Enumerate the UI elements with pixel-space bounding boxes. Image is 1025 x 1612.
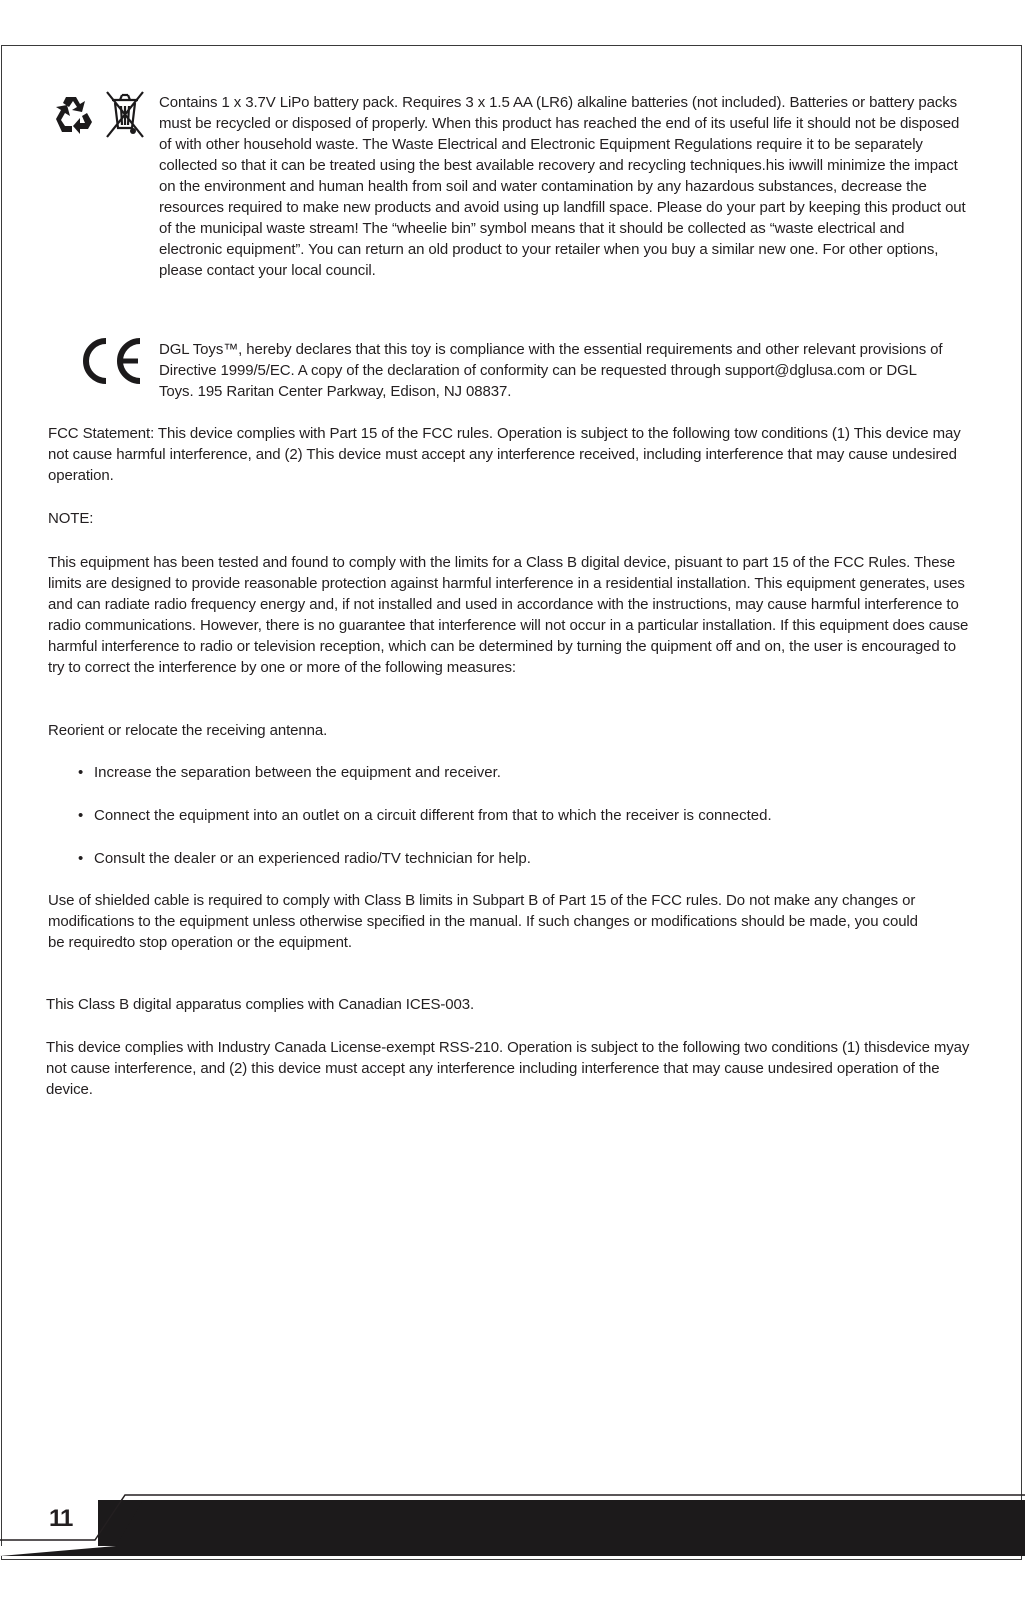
shielded-cable-paragraph: Use of shielded cable is required to comply with Class B limits in Subpart B of Part 15 of the FCC rules. Do not make any changes or modifications to the equipment unless otherwise specified in the manual. If such changes or modifications should be made, you could be requiredto stop operation or the equipment.: [48, 892, 918, 951]
ce-declaration-paragraph: DGL Toys™, hereby declares that this toy is compliance with the essential requirements and other relevant provisions of Directive 1999/5/EC. A copy of the declaration of conformity can be requested through support@dglusa.com or DGL Toys. 195 Raritan Center Parkway, Edison, NJ 08837.: [159, 341, 943, 400]
page-number: 11: [49, 1505, 73, 1532]
bullet-icon: •: [78, 807, 84, 824]
recycle-icon: [52, 93, 96, 137]
bullet-icon: •: [78, 764, 84, 781]
bullet-icon: •: [78, 850, 84, 867]
equipment-paragraph: This equipment has been tested and found to comply with the limits for a Class B digital device, pisuant to part 15 of the FCC Rules. These limits are designed to provide reasonable protection against harmful interference in a residential installation. This equipment generates, uses and can radiate radio frequency energy and, if not installed and used in accordance with the instructions, may cause harmful interference to radio communications. However, there is no guarantee that interference will not occur in a particular installation. If this equipment does cause harmful interference to radio or television reception, which can be determined by turning the quipment off and on, the user is encouraged to try to correct the interference by one or more of the following measures:: [48, 554, 969, 676]
note-heading: NOTE:: [48, 510, 94, 527]
list-item-text: Connect the equipment into an outlet on a circuit different from that to which the receiver is connected.: [94, 807, 772, 824]
list-item-text: Increase the separation between the equipment and receiver.: [94, 764, 501, 781]
footer-rule: [0, 1490, 1025, 1560]
ce-mark-icon: [76, 333, 148, 389]
crossed-wheelie-bin-icon: [104, 88, 146, 142]
list-item: [78, 848, 531, 869]
reorient-line: Reorient or relocate the receiving antenna.: [48, 722, 328, 739]
list-item: [78, 762, 501, 783]
fcc-statement: FCC Statement: This device complies with Part 15 of the FCC rules. Operation is subject to the following tow conditions (1) This device may not cause harmful interference, and (2) This device must accept any interference received, including interference that may cause undesired operation.: [48, 425, 961, 484]
list-item: [78, 805, 772, 826]
weee-paragraph: Contains 1 x 3.7V LiPo battery pack. Requires 3 x 1.5 AA (LR6) alkaline batteries (not included). Batteries or battery packs must be recycled or disposed of properly. When this product has reached the end of its useful life it should not be disposed of with other household waste. The Waste Electrical and Electronic Equipment Regulations require it to be separately collected so that it can be treated using the best available recovery and recycling techniques.his iwwill minimize the impact on the environment and human health from soil and water contamination by any hazardous substances, decrease the resources required to make new products and avoid using up landfill space. Please do your part by keeping this product out of the municipal waste stream! The “wheelie bin” symbol means that it should be collected as “waste electrical and electronic equipment”. You can return an old product to your retailer when you buy a similar new one. For other options, please contact your local council.: [159, 94, 966, 279]
ices-line: This Class B digital apparatus complies with Canadian ICES-003.: [46, 996, 475, 1013]
list-item-text: Consult the dealer or an experienced radio/TV technician for help.: [94, 850, 531, 867]
rss-paragraph: This device complies with Industry Canada License-exempt RSS-210. Operation is subject to the following two conditions (1) thisdevice myay not cause interference, and (2) this device must accept any interference including interference that may cause undesired operation of the device.: [46, 1039, 970, 1098]
